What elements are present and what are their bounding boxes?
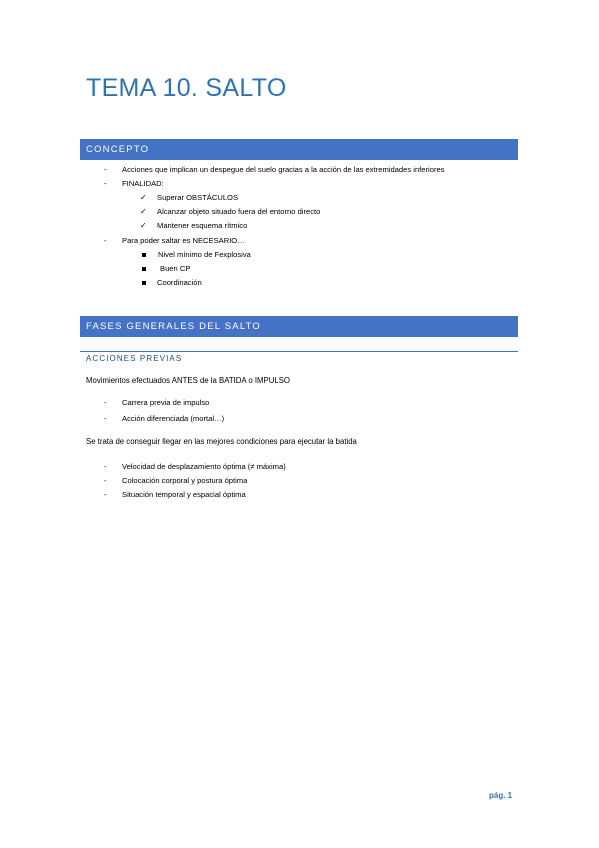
section-heading-concepto: CONCEPTO [80, 139, 518, 160]
checkmark-icon: ✓ [140, 207, 147, 216]
list-item: Velocidad de desplazamiento óptima (≠ máxima) [122, 462, 286, 471]
checkmark-icon: ✓ [140, 221, 147, 230]
section-heading-fases: FASES GENERALES DEL SALTO [80, 316, 518, 337]
paragraph: Movimientos efectuados ANTES de la BATIDA o IMPULSO [86, 376, 290, 385]
list-item: Situación temporal y espacial óptima [122, 490, 246, 499]
square-bullet-icon [142, 267, 146, 271]
dash-bullet: - [104, 462, 107, 471]
list-item: Alcanzar objeto situado fuera del entorno directo [157, 207, 321, 216]
list-item: Carrera previa de impulso [122, 398, 210, 407]
dash-bullet: - [104, 414, 107, 423]
list-item: Coordinación [157, 278, 202, 287]
page-number: pág. 1 [489, 791, 513, 800]
list-item: Colocación corporal y postura óptima [122, 476, 248, 485]
dash-bullet: - [104, 398, 107, 407]
subheading-rule [80, 351, 518, 352]
list-item: Nivel mínimo de Fexplosiva [158, 250, 251, 259]
dash-bullet: - [104, 179, 107, 188]
dash-bullet: - [104, 236, 107, 245]
dash-bullet: - [104, 165, 107, 174]
list-item: FINALIDAD: [122, 179, 164, 188]
dash-bullet: - [104, 490, 107, 499]
dash-bullet: - [104, 476, 107, 485]
list-item: Para poder saltar es NECESARIO… [122, 236, 245, 245]
square-bullet-icon [142, 253, 146, 257]
list-item: Buen CP [160, 264, 191, 273]
list-item: Acción diferenciada (mortal…) [122, 414, 225, 423]
subheading-acciones-previas: ACCIONES PREVIAS [86, 354, 183, 363]
list-item: Mantener esquema rítmico [157, 221, 248, 230]
paragraph: Se trata de conseguir llegar en las mejores condiciones para ejecutar la batida [86, 437, 357, 446]
checkmark-icon: ✓ [140, 193, 147, 202]
list-item: Acciones que implican un despegue del suelo gracias a la acción de las extremidades inferiores [122, 165, 445, 174]
document-title: TEMA 10. SALTO [86, 74, 287, 102]
list-item: Superar OBSTÁCULOS [157, 193, 239, 202]
square-bullet-icon [142, 281, 146, 285]
